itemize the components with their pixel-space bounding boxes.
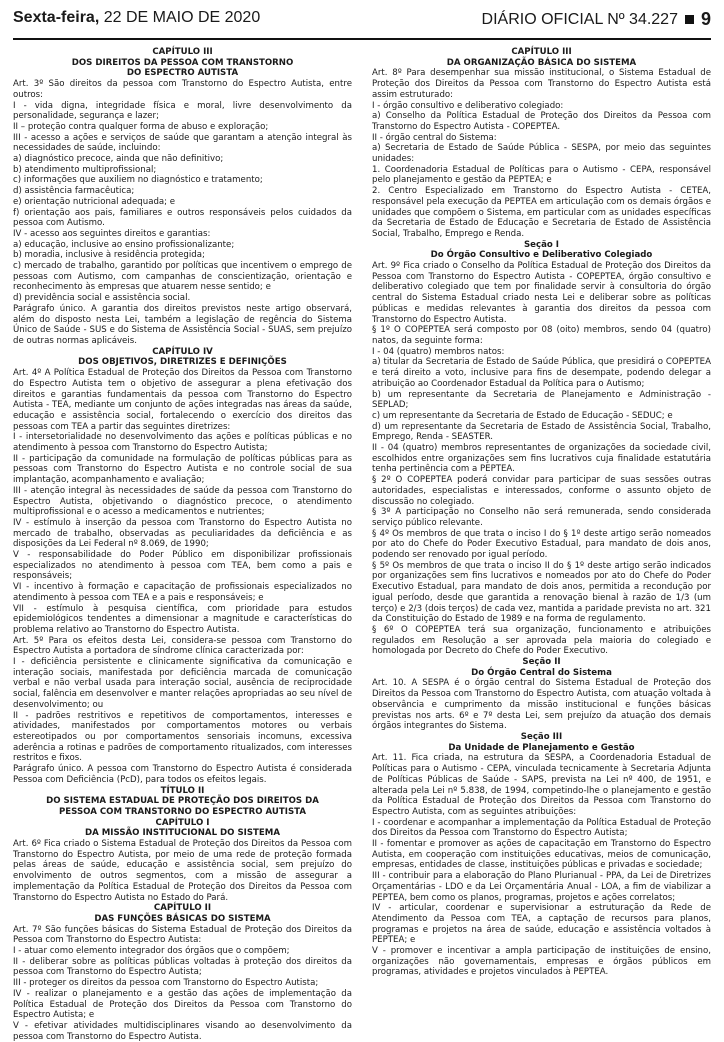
paragraph: VI - incentivo à formação e capacitação de profissionais especializados no atendimento à pessoa com TEA e a pais e responsáveis; e — [13, 582, 352, 603]
section-heading: CAPÍTULO IV — [152, 346, 213, 357]
section-heading: DO SISTEMA ESTADUAL DE PROTEÇÃO DOS DIREITOS DA — [46, 796, 319, 807]
page-header — [13, 0, 711, 40]
paragraph: I - intersetorialidade no desenvolvimento das ações e políticas públicas e no atendimento à pessoa com Transtorno do Espectro Autista; — [13, 432, 352, 454]
paragraph: b) atendimento multiprofissional; — [13, 164, 157, 175]
publication-title: DIÁRIO OFICIAL Nº 34.227 — [481, 10, 678, 28]
section-heading: DA MISSÃO INSTITUCIONAL DO SISTEMA — [84, 828, 280, 839]
paragraph: Art. 3º São direitos da pessoa com Transtorno do Espectro Autista, entre outros: — [13, 79, 352, 100]
paragraph: c) informações que auxiliem no diagnóstico e tratamento; — [13, 175, 263, 186]
section-heading: DO ESPECTRO AUTISTA — [126, 68, 239, 79]
paragraph: 1. Coordenadoria Estadual de Políticas para o Autismo - CEPA, responsável pelo planejamento e gestão da PEPTEA; e — [372, 164, 711, 186]
section-heading: CAPÍTULO III — [511, 47, 572, 57]
paragraph: Art. 11. Fica criada, na estrutura da SESPA, a Coordenadoria Estadual de Políticas para o Autismo - CEPA, vinculada tecnicamente à Secretaria Adjunta de Políticas Públicas de Saúde - SAPS, prevista na Lei nº 400, de 1951, e alterada pela Lei nº 5.838, de 1994, competindo-lhe o planejamento e gestão da Política Estadual de Proteção dos Direitos da Pessoa com Transtorno do Espectro Autista, com as seguintes atribuições: — [372, 753, 711, 817]
paragraph: IV - estímulo à inserção da pessoa com Transtorno do Espectro Autista no mercado de trabalho, observadas as peculiaridades da deficiência e as disposições da Lei Federal nº 8.069, de 1990; — [13, 517, 352, 550]
paragraph: § 6º O COPEPTEA terá sua organização, funcionamento e atribuições regulados em Resolução a ser aprovada pela maioria do colegiado e homologada por Decreto do Chefe do Poder Executivo. — [372, 624, 711, 657]
section-heading: CAPÍTULO III — [152, 47, 213, 57]
paragraph: e) orientação nutricional adequada; e — [13, 196, 176, 207]
page-number: 9 — [700, 9, 711, 29]
paragraph: Art. 9º Fica criado o Conselho da Política Estadual de Proteção dos Direitos da Pessoa com Transtorno do Espectro Autista - COPEPTEA, órgão consultivo e deliberativo colegiado que tem por finalidade servir à consultoria do órgão central do Sistema Estadual criado nesta Lei e deliberar sobre as políticas públicas e medidas relevantes à garantia dos direitos da pessoa com Transtorno do Espectro Autista. — [372, 261, 711, 325]
section-heading: CAPÍTULO II — [153, 903, 212, 914]
left-column — [13, 47, 352, 1042]
section-heading: Do Órgão Central do Sistema — [471, 667, 612, 678]
paragraph: III - contribuir para a elaboração do Plano Plurianual - PPA, da Lei de Diretrizes Orçamentárias - LDO e da Lei Orçamentária Anual - LOA, a fim de viabilizar a PEPTEA, bem como os planos, programas, projetos e ações correlatos; — [372, 871, 711, 903]
paragraph: IV - realizar o planejamento e a gestão das ações de implementação da Política Estadual de Proteção dos Direitos da Pessoa com Transtorno do Espectro Autista; e — [13, 988, 352, 1021]
paragraph: III - acesso a ações e serviços de saúde que garantam a atenção integral às necessidades de saúde, incluindo: — [13, 132, 352, 154]
paragraph: IV - acesso aos seguintes direitos e garantias: — [13, 228, 211, 239]
section-heading: Seção III — [520, 732, 563, 742]
paragraph: I - atuar como elemento integrador dos órgãos que o compõem; — [13, 946, 290, 957]
paragraph: II – proteção contra qualquer forma de abuso e exploração; — [13, 121, 269, 132]
paragraph: V - promover e incentivar a ampla participação de instituições de ensino, organizações não governamentais, empresas e órgãos públicos em programas, atividades e projetos vinculados à PEPTEA. — [372, 946, 711, 978]
paragraph: § 1º O COPEPTEA será composto por 08 (oito) membros, sendo 04 (quatro) natos, da seguinte forma: — [372, 325, 711, 346]
paragraph: II - deliberar sobre as políticas públicas voltadas à proteção dos direitos da pessoa com Transtorno do Espectro Autista; — [13, 956, 352, 978]
paragraph: d) previdência social e assistência social. — [13, 293, 191, 304]
paragraph: d) um representante da Secretaria de Estado de Assistência Social, Trabalho, Emprego, Renda - SEASTER. — [372, 421, 711, 443]
section-heading: TÍTULO II — [160, 785, 205, 796]
paragraph: V - efetivar atividades multidisciplinares visando ao desenvolvimento da pessoa com Transtorno do Espectro Autista. — [13, 1020, 352, 1042]
paragraph: Art. 4º A Política Estadual de Proteção dos Direitos da Pessoa com Transtorno do Espectro Autista tem o objetivo de assegurar a plena efetivação dos direitos e garantias fundamentais da pessoa com Transtorno do Espectro Autista - TEA, mediante um conjunto de ações integradas nas áreas da saúde, educação e assistência social, fortalecendo o exercício dos direitos das pessoas com TEA a partir das seguintes diretrizes: — [13, 368, 352, 432]
section-heading: Seção II — [522, 657, 561, 668]
square-bullet-icon — [685, 15, 694, 24]
paragraph: I - 04 (quatro) membros natos: — [372, 346, 505, 357]
paragraph: I - coordenar e acompanhar a implementação da Política Estadual de Proteção dos Direitos da Pessoa com Transtorno do Espectro Autista; — [372, 817, 711, 839]
paragraph: 2. Centro Especializado em Transtorno do Espectro Autista - CETEA, responsável pela execução da PEPTEA em articulação com os demais órgãos e unidades que compõem o Sistema, em particular com as unidades específicas da Secretaria de Estado de Educação e Secretaria de Estado de Assistência Social, Trabalho, Emprego e Renda. — [372, 186, 711, 239]
section-heading: Seção I — [523, 239, 559, 250]
paragraph: c) um representante da Secretaria de Estado de Educação - SEDUC; e — [372, 410, 673, 421]
paragraph: Art. 10. A SESPA é o órgão central do Sistema Estadual de Proteção dos Direitos da Pessoa com Transtorno do Espectro Autista, com atuação voltada à observância e cumprimento da missão institucional e funções básicas previstas nos arts. 6º e 7º desta Lei, sem prejuízo da atuação dos demais órgãos integrantes do Sistema. — [372, 678, 711, 732]
header-right — [482, 9, 711, 30]
paragraph: VII - estímulo à pesquisa científica, com prioridade para estudos epidemiológicos tendentes a dimensionar a magnitude e características do problema relativo ao Transtorno do Espectro Autista. — [13, 603, 352, 635]
paragraph: II - padrões restritivos e repetitivos de comportamentos, interesses e atividades, manifestados por comportamentos motores ou verbais estereotipados ou por comportamentos sensoriais incomuns, excessiva aderência a rotinas e padrões de comportamento ritualizados, com interesses restritos e fixos. — [13, 710, 352, 764]
paragraph: II - participação da comunidade na formulação de políticas públicas para as pessoas com Transtorno do Espectro Autista e no controle social de sua implantação, acompanhamento e avaliação; — [13, 453, 352, 486]
paragraph: II - fomentar e promover as ações de capacitação em Transtorno do Espectro Autista, em cooperação com instituições educativas, meios de comunicação, empresas, entidades de classe, instituições públicas e privadas e sociedade; — [372, 839, 711, 871]
section-heading: CAPÍTULO I — [155, 817, 210, 828]
section-heading: DA ORGANIZAÇÃO BÁSICA DO SISTEMA — [446, 57, 637, 68]
paragraph: § 2º O COPEPTEA poderá convidar para participar de suas sessões outras autoridades, especialistas e interessados, conforme o assunto objeto de discussão no colegiado. — [372, 475, 711, 507]
paragraph: b) moradia, inclusive à residência protegida; — [13, 250, 205, 261]
paragraph: II - órgão central do Sistema: — [372, 132, 497, 143]
paragraph: § 3º A participação no Conselho não será remunerada, sendo considerada serviço público relevante. — [372, 507, 711, 528]
paragraph: f) orientação aos pais, familiares e outros responsáveis pelos cuidados da pessoa com Autismo. — [13, 207, 352, 229]
paragraph: § 5º Os membros de que trata o inciso II do § 1º deste artigo serão indicados por organizações sem fins lucrativos e nomeados por ato do Chefe do Poder Executivo Estadual, para mandato de dois anos, permitida a recondução por igual período, desde que garantida a renovação bienal à razão de 1/3 (um terço) e 2/3 (dois terços) de cada vez, mantida a paridade prevista no art. 321 da Constituição do Estado de 1989 e na forma de regulamento. — [372, 560, 711, 625]
right-column — [372, 47, 711, 1042]
paragraph: a) diagnóstico precoce, ainda que não definitivo; — [13, 154, 224, 165]
paragraph: § 4º Os membros de que trata o inciso I do § 1º deste artigo serão nomeados por ato do Chefe do Poder Executivo Estadual, para mandato de dois anos, podendo ser renovado por igual período. — [372, 528, 711, 561]
header-weekday: Sexta-feira, — [13, 9, 100, 26]
paragraph: b) um representante da Secretaria de Planejamento e Administração - SEPLAD; — [372, 389, 711, 411]
header-date — [13, 9, 260, 27]
section-heading: Da Unidade de Planejamento e Gestão — [448, 742, 635, 753]
paragraph: Art. 8º Para desempenhar sua missão institucional, o Sistema Estadual de Proteção dos Direitos da Pessoa com Transtorno do Espectro Autista está assim estruturado: — [372, 68, 711, 100]
paragraph: a) Secretaria de Estado de Saúde Pública - SESPA, por meio das seguintes unidades: — [372, 143, 711, 165]
paragraph: III - proteger os direitos da pessoa com Transtorno do Espectro Autista; — [13, 978, 319, 989]
paragraph: a) titular da Secretaria de Estado de Saúde Pública, que presidirá o COPEPTEA e terá direito a voto, inclusive para fins de desempate, podendo delegar a atribuição ao Coordenador Estadual da Política para o Autismo; — [372, 357, 711, 389]
paragraph: d) assistência farmacêutica; — [13, 186, 135, 197]
header-date-text: 22 DE MAIO DE 2020 — [99, 9, 261, 26]
section-heading: DAS FUNÇÕES BÁSICAS DO SISTEMA — [94, 913, 271, 924]
paragraph: III - atenção integral às necessidades de saúde da pessoa com Transtorno do Espectro Autista, objetivando o diagnóstico precoce, o atendimento multiprofissional e o acesso a medicamentos e nutrientes; — [13, 485, 352, 518]
paragraph: II - 04 (quatro) membros representantes de organizações da sociedade civil, escolhidos entre organizações sem fins lucrativos cuja finalidade estatutária tenha pertinência com a PEPTEA. — [372, 443, 711, 475]
paragraph: c) mercado de trabalho, garantido por políticas que incentivem o emprego de pessoas com Autismo, com campanhas de conscientização, orientação e reconhecimento às empresas que atuarem nesse sentido; e — [13, 261, 352, 293]
paragraph: Art. 5º Para os efeitos desta Lei, considera-se pessoa com Transtorno do Espectro Autista a portadora de síndrome clínica caracterizada por: — [13, 635, 352, 657]
paragraph: Parágrafo único. A garantia dos direitos previstos neste artigo observará, além do disposto nesta Lei, também a legislação de regência do Sistema Único de Saúde - SUS e do Sistema de Assistência Social - SUAS, sem prejuízo de outras normas aplicáveis. — [13, 303, 352, 346]
paragraph: a) Conselho da Política Estadual de Proteção dos Direitos da Pessoa com Transtorno do Espectro Autista - COPEPTEA. — [372, 111, 711, 132]
section-heading: DOS OBJETIVOS, DIRETRIZES E DEFINIÇÕES — [78, 357, 287, 368]
paragraph: Parágrafo único. A pessoa com Transtorno do Espectro Autista é considerada Pessoa com Deficiência (PcD), para todos os efeitos legais. — [13, 764, 352, 785]
paragraph: Art. 6º Fica criado o Sistema Estadual de Proteção dos Direitos da Pessoa com Transtorno do Espectro Autista, por meio de uma rede de proteção formada pelas áreas de saúde, educação e assistência social, sem prejuízo do envolvimento de outros segmentos, com a missão de assegurar a implementação da Política Estadual de Proteção dos Direitos da Pessoa com Transtorno do Espectro Autista no Estado do Pará. — [13, 839, 352, 903]
content-columns — [13, 47, 711, 1042]
paragraph: a) educação, inclusive ao ensino profissionalizante; — [13, 239, 235, 250]
section-heading: PESSOA COM TRANSTORNO DO ESPECTRO AUTISTA — [58, 806, 307, 817]
paragraph: IV - articular, coordenar e supervisionar a estruturação da Rede de Atendimento da Pessoa com TEA, a captação de recursos para planos, programas e projetos na área de saúde, educação e assistência voltados à PEPTEA; e — [372, 903, 711, 946]
paragraph: I - órgão consultivo e deliberativo colegiado: — [372, 100, 564, 111]
paragraph: I - vida digna, integridade física e moral, livre desenvolvimento da personalidade, segurança e lazer; — [13, 100, 352, 122]
paragraph: I - deficiência persistente e clinicamente significativa da comunicação e interação sociais, manifestada por deficiência marcada de comunicação verbal e não verbal usada para interação social, ausência de reciprocidade social, falência em desenvolver e manter relações apropriadas ao seu nível de desenvolvimento; ou — [13, 657, 352, 710]
paragraph: V - responsabilidade do Poder Público em disponibilizar profissionais especializados no atendimento à pessoa com TEA, bem como a pais e responsáveis; — [13, 550, 352, 582]
paragraph: Art. 7º São funções básicas do Sistema Estadual de Proteção dos Direitos da Pessoa com Transtorno do Espectro Autista: — [13, 924, 352, 946]
section-heading: DOS DIREITOS DA PESSOA COM TRANSTORNO — [71, 57, 294, 68]
section-heading: Do Órgão Consultivo e Deliberativo Colegiado — [430, 250, 653, 261]
